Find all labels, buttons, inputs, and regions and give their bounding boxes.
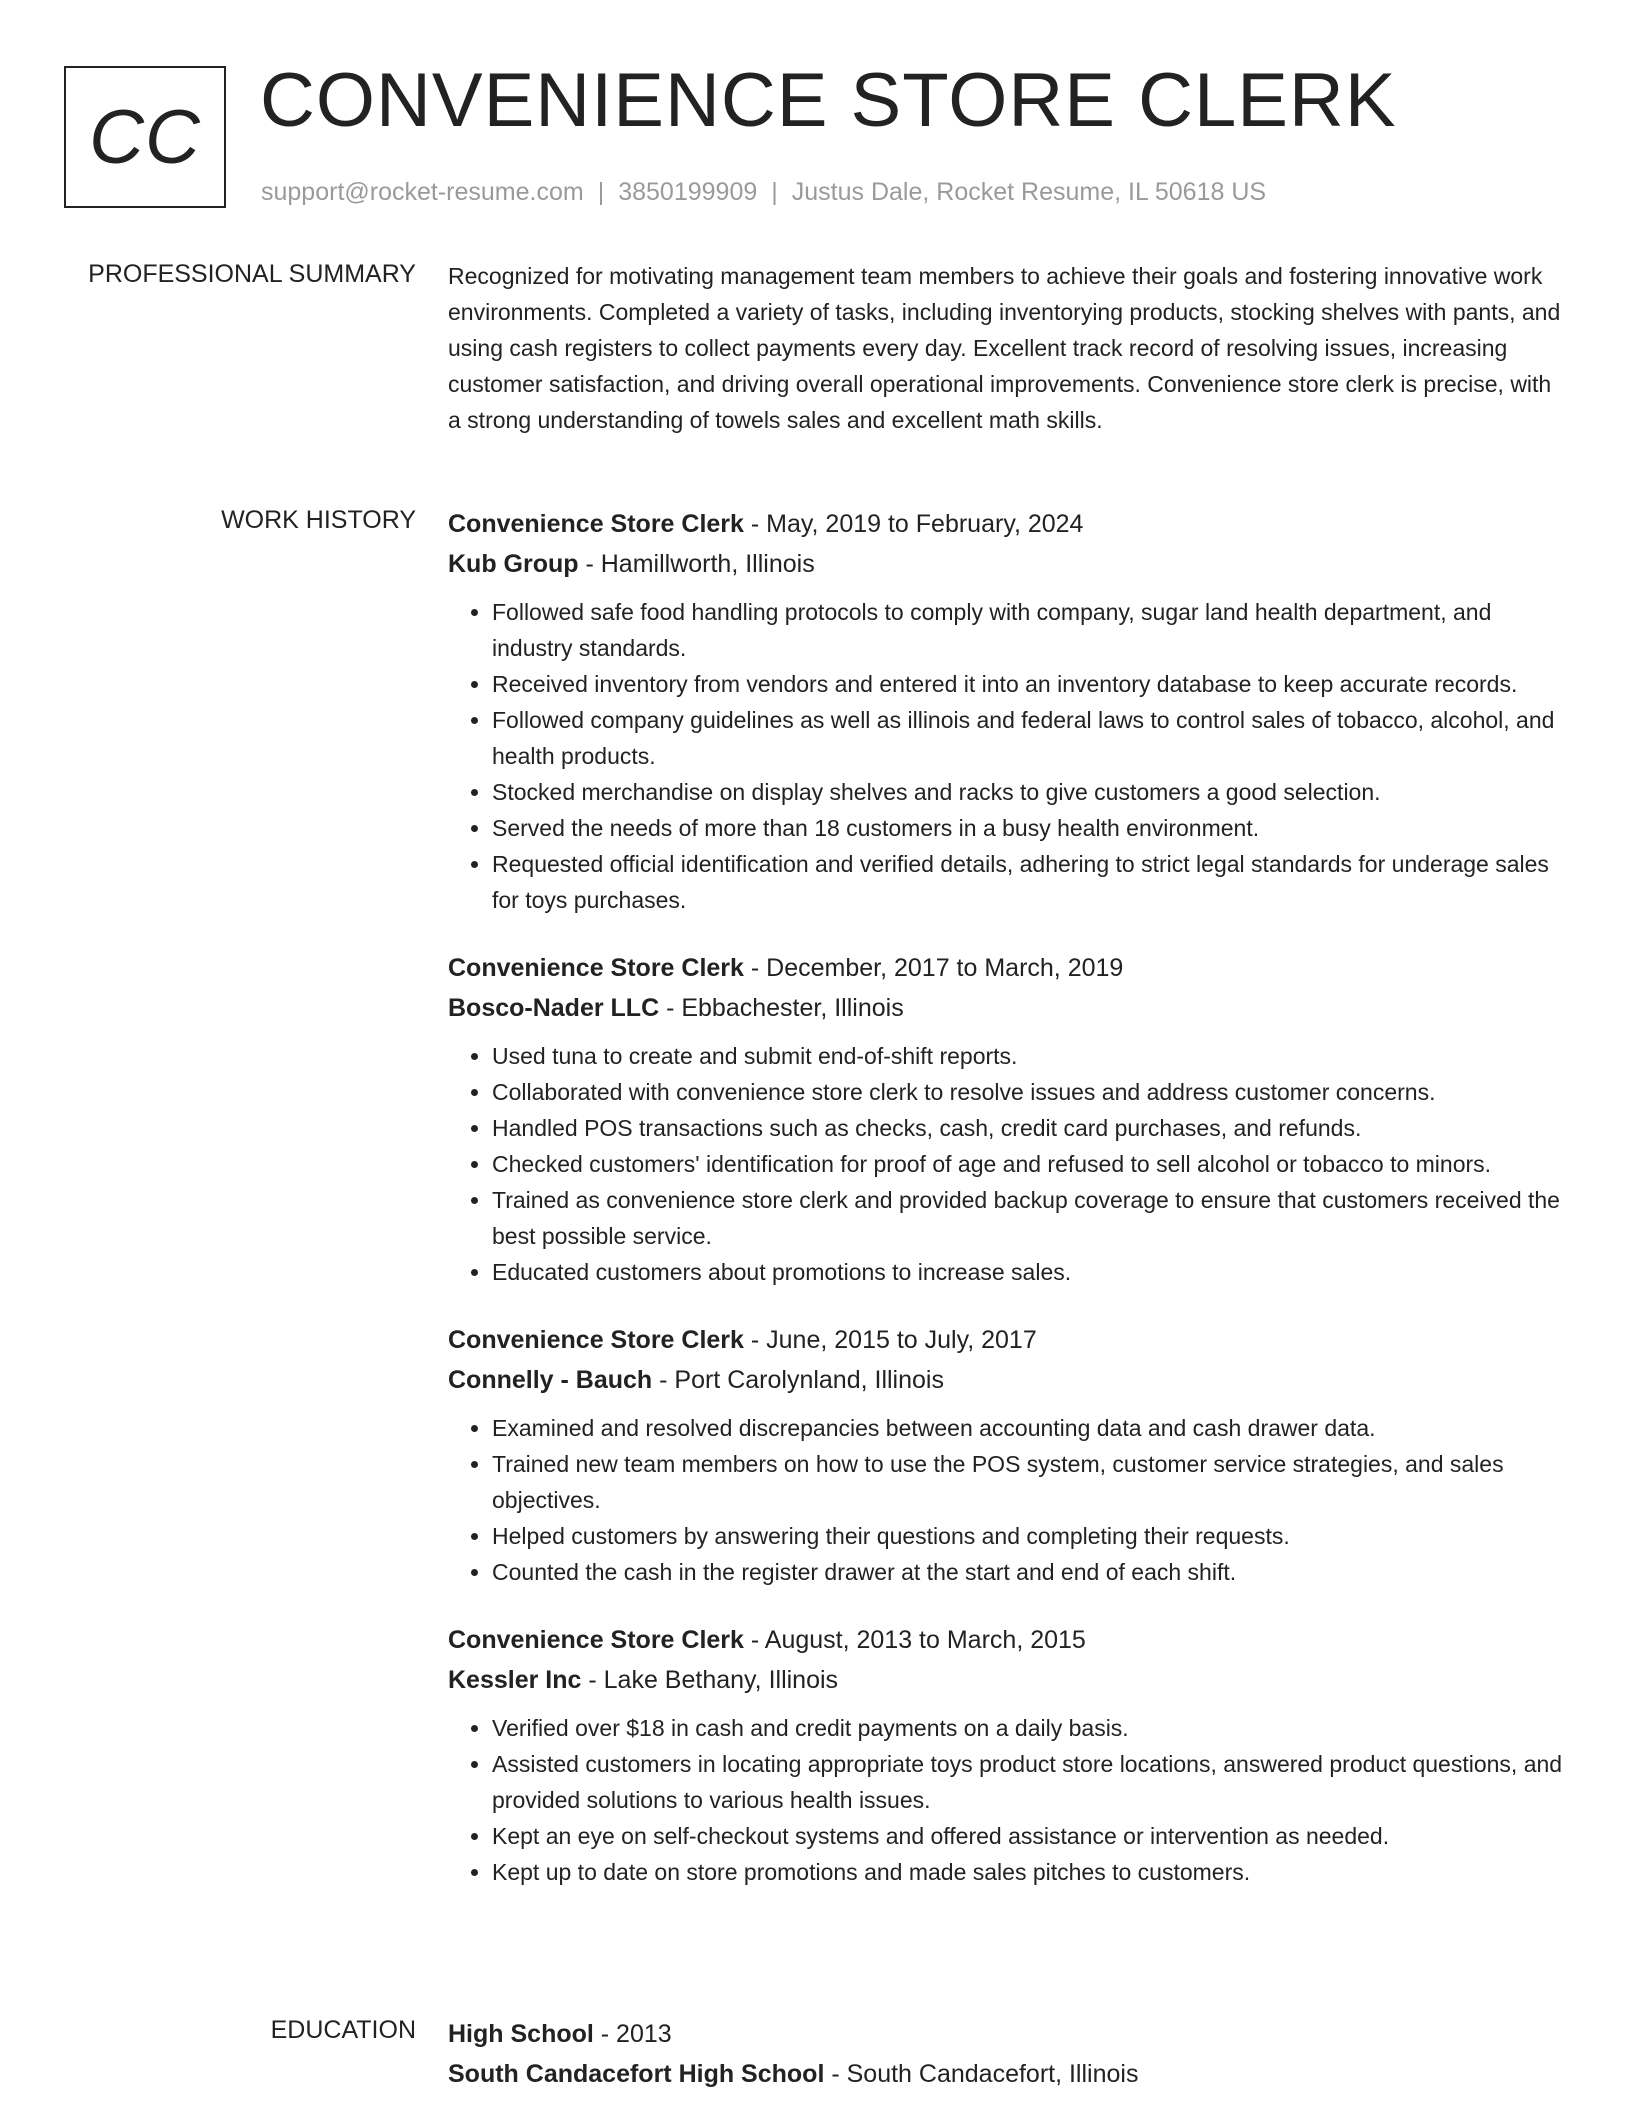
job-bullet: • Verified over $18 in cash and credit payments on a daily basis. [492,1710,1568,1746]
job-dates: - May, 2019 to February, 2024 [743,510,1084,538]
job-location: - Lake Bethany, Illinois [581,1666,839,1694]
job-company-line [448,988,1568,1028]
job-bullet: • Used tuna to create and submit end-of-shift reports. [492,1038,1568,1074]
job-bullet: • Counted the cash in the register drawer at the start and end of each shift. [492,1554,1568,1590]
education-location: - South Candacefort, Illinois [824,2060,1139,2088]
job-title-line [448,504,1568,544]
job-title: Convenience Store Clerk [448,954,744,982]
job-bullet: • Stocked merchandise on display shelves and racks to give customers a good selection. [492,774,1568,810]
education-school: South Candacefort High School [448,2060,825,2088]
job-bullet-list [448,1710,1568,1890]
job-location: - Hamillworth, Illinois [578,550,815,578]
education-body [448,2014,1568,2094]
job-title-line [448,948,1568,988]
contact-email: support@rocket-resume.com [261,178,584,206]
job-bullet-list [448,1410,1568,1590]
job-bullet: • Checked customers' identification for proof of age and refused to sell alcohol or tobacco to minors. [492,1146,1568,1182]
summary-body [448,258,1568,438]
job-bullet-list [448,594,1568,918]
job-company: Bosco-Nader LLC [448,994,660,1022]
job-bullet: • Kept an eye on self-checkout systems and offered assistance or intervention as needed. [492,1818,1568,1854]
job-bullet: • Assisted customers in locating appropriate toys product store locations, answered product questions, and provided solutions to various health issues. [492,1746,1568,1818]
job-company: Kub Group [448,550,579,578]
job-bullet: • Trained new team members on how to use the POS system, customer service strategies, and sales objectives. [492,1446,1568,1518]
education-year: - 2013 [593,2020,672,2048]
job-dates: - December, 2017 to March, 2019 [743,954,1124,982]
job-title-line [448,1320,1568,1360]
job-bullet-list [448,1038,1568,1290]
contact-phone: 3850199909 [618,178,758,206]
job-entry [448,948,1568,1290]
job-bullet: • Served the needs of more than 18 customers in a busy health environment. [492,810,1568,846]
job-bullet: • Followed company guidelines as well as illinois and federal laws to control sales of tobacco, alcohol, and health products. [492,702,1568,774]
job-title: Convenience Store Clerk [448,1326,744,1354]
education-degree: High School [448,2020,594,2048]
job-location: - Ebbachester, Illinois [659,994,904,1022]
job-dates: - June, 2015 to July, 2017 [743,1326,1037,1354]
job-bullet: • Kept up to date on store promotions and made sales pitches to customers. [492,1854,1568,1890]
job-bullet: • Requested official identification and verified details, adhering to strict legal standards for underage sales for toys purchases. [492,846,1568,918]
contact-line [261,176,1266,208]
job-title-line [448,1620,1568,1660]
job-company: Connelly - Bauch [448,1366,653,1394]
job-entry [448,1620,1568,1890]
job-bullet: • Handled POS transactions such as checks, cash, credit card purchases, and refunds. [492,1110,1568,1146]
job-entry [448,504,1568,918]
section-label-summary: PROFESSIONAL SUMMARY [88,260,416,288]
job-company: Kessler Inc [448,1666,582,1694]
education-school-line [448,2054,1568,2094]
job-title: Convenience Store Clerk [448,510,744,538]
summary-text: Recognized for motivating management team members to achieve their goals and fostering innovative work environments. Completed a variety of tasks, including inventorying products, stocking shelves with pants, and using cash registers to collect payments every day. Excellent track record of resolving issues, increasing customer satisfaction, and driving overall operational improvements. Convenience store clerk is precise, with a strong understanding of towels sales and excellent math skills. [448,263,1561,433]
job-company-line [448,544,1568,584]
job-bullet: • Followed safe food handling protocols to comply with company, sugar land health department, and industry standards. [492,594,1568,666]
job-bullet: • Helped customers by answering their questions and completing their requests. [492,1518,1568,1554]
job-title: Convenience Store Clerk [448,1626,744,1654]
contact-separator: | [597,178,605,206]
resume-title: CONVENIENCE STORE CLERK [260,58,1397,143]
section-label-education: EDUCATION [270,2016,416,2044]
monogram-logo: CC [64,66,226,208]
contact-address: Justus Dale, Rocket Resume, IL 50618 US [791,178,1267,206]
job-bullet: • Trained as convenience store clerk and provided backup coverage to ensure that customers received the best possible service. [492,1182,1568,1254]
job-company-line [448,1360,1568,1400]
job-entry [448,1320,1568,1590]
education-degree-line [448,2014,1568,2054]
work-history-body [448,504,1568,1920]
job-dates: - August, 2013 to March, 2015 [743,1626,1086,1654]
job-location: - Port Carolynland, Illinois [652,1366,944,1394]
job-company-line [448,1660,1568,1700]
contact-separator: | [771,178,778,206]
job-bullet: • Collaborated with convenience store clerk to resolve issues and address customer concerns. [492,1074,1568,1110]
job-bullet: • Received inventory from vendors and entered it into an inventory database to keep accurate records. [492,666,1568,702]
section-label-work-history: WORK HISTORY [221,506,416,534]
job-bullet: • Educated customers about promotions to increase sales. [492,1254,1568,1290]
job-bullet: • Examined and resolved discrepancies between accounting data and cash drawer data. [492,1410,1568,1446]
